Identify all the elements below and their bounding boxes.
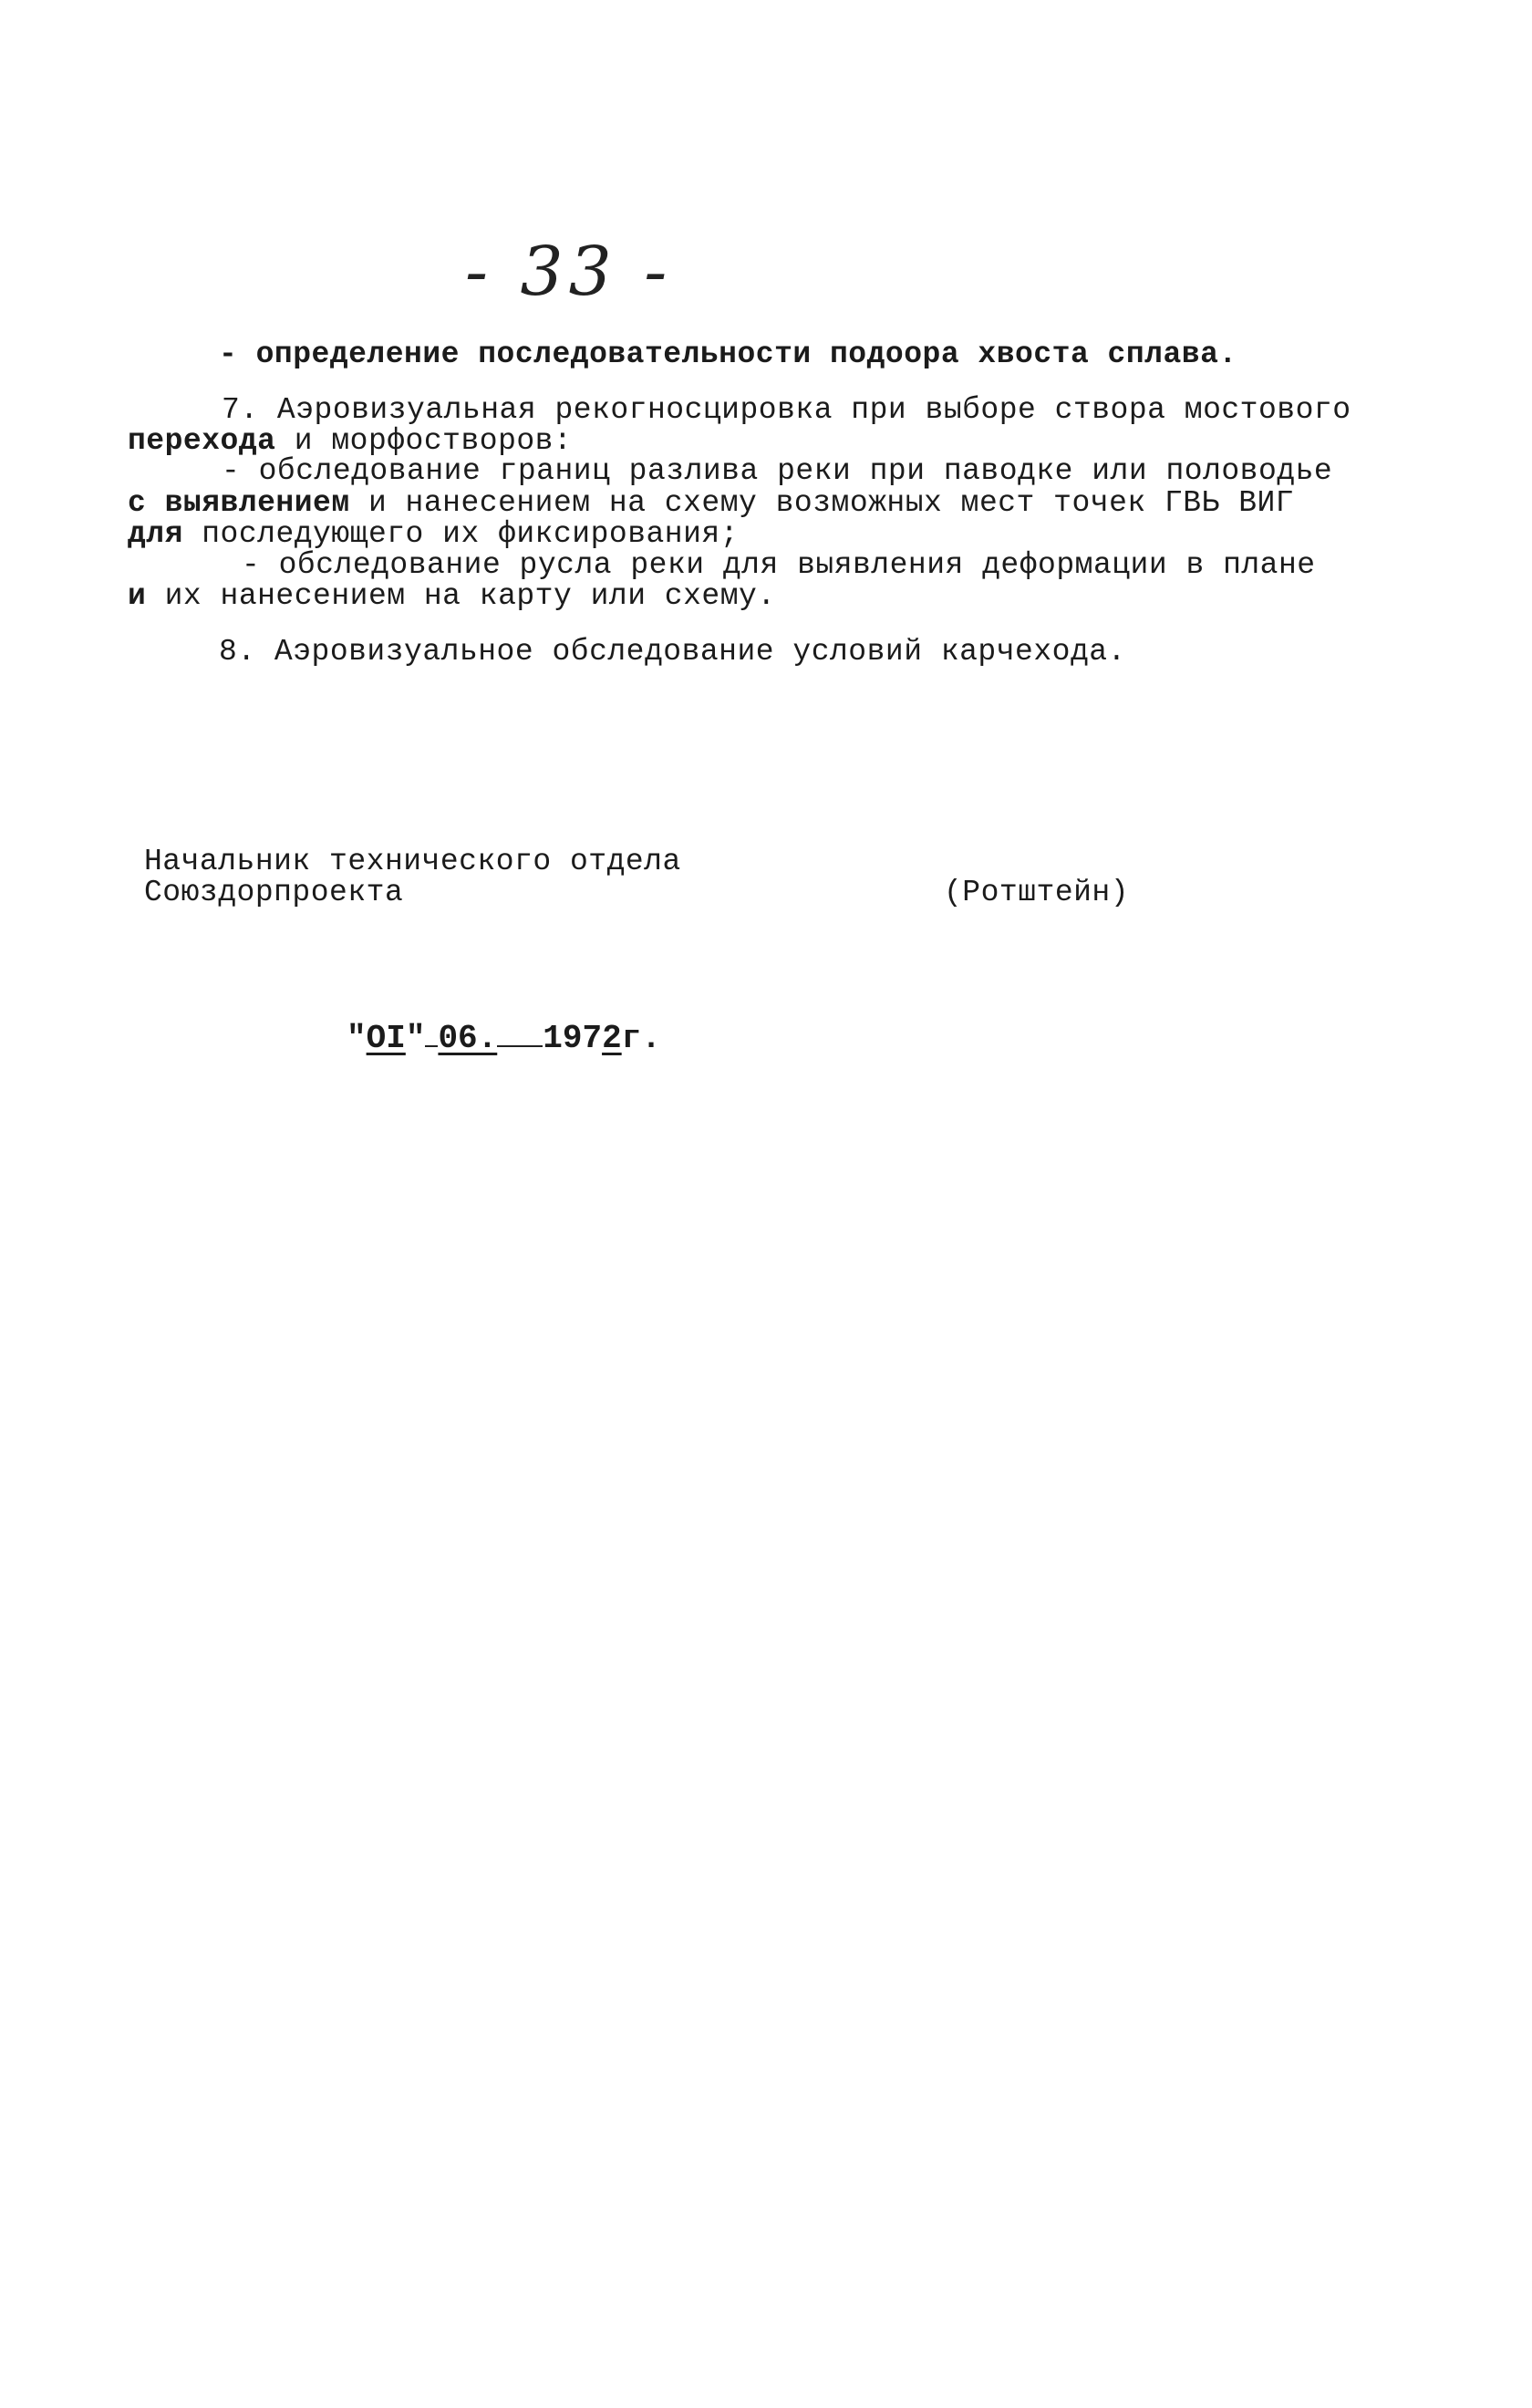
p7-line-1: 7. Аэровизуальная рекогносцировка при выборе створа мостового [222,393,1351,427]
p7-line-7-rest: их нанесением на карту или схему. [146,579,776,613]
date-month: 06. [438,1020,498,1057]
date-suffix: г. [621,1020,661,1057]
date-close-quote: " [405,1020,426,1057]
signature-title-line-1: Начальник технического отдела [144,845,681,878]
p7-line-2-bold: перехода [128,424,276,458]
p7-line-6: - обследование русла реки для выявления деформации в плане [242,548,1316,582]
p7-line-7-bold: и [128,579,147,613]
date-year-digit: 2 [602,1020,622,1057]
signature-title-line-2: Союздорпроекта [144,876,404,909]
page-number: - 33 - [465,233,673,311]
date-day: OI [366,1020,406,1057]
p7-line-5-rest: последующего их фиксирования; [182,517,740,551]
p7-line-5 [128,519,739,549]
p7-line-5-bold: для [128,517,183,551]
paragraph-line-1: - определение последовательности подоора хвоста сплава. [219,337,1237,371]
p7-line-2 [128,426,572,456]
p7-line-4 [128,488,1294,518]
date-line [347,1020,661,1057]
date-year-prefix: 197 [543,1020,603,1057]
p7-line-4-rest: и нанесением на схему возможных мест точек ГВЬ ВИГ [349,486,1295,520]
p7-line-3: - обследование границ разлива реки при паводке или половодье [222,454,1333,488]
date-open-quote: " [347,1020,367,1057]
p7-line-4-bold: с выявлением [128,486,350,520]
p7-line-7 [128,581,776,611]
paragraph-8: 8. Аэровизуальное обследование условий карчехода. [219,635,1126,669]
signature-name: (Ротштейн) [944,876,1130,909]
p7-line-2-rest: и морфостворов: [275,424,573,458]
